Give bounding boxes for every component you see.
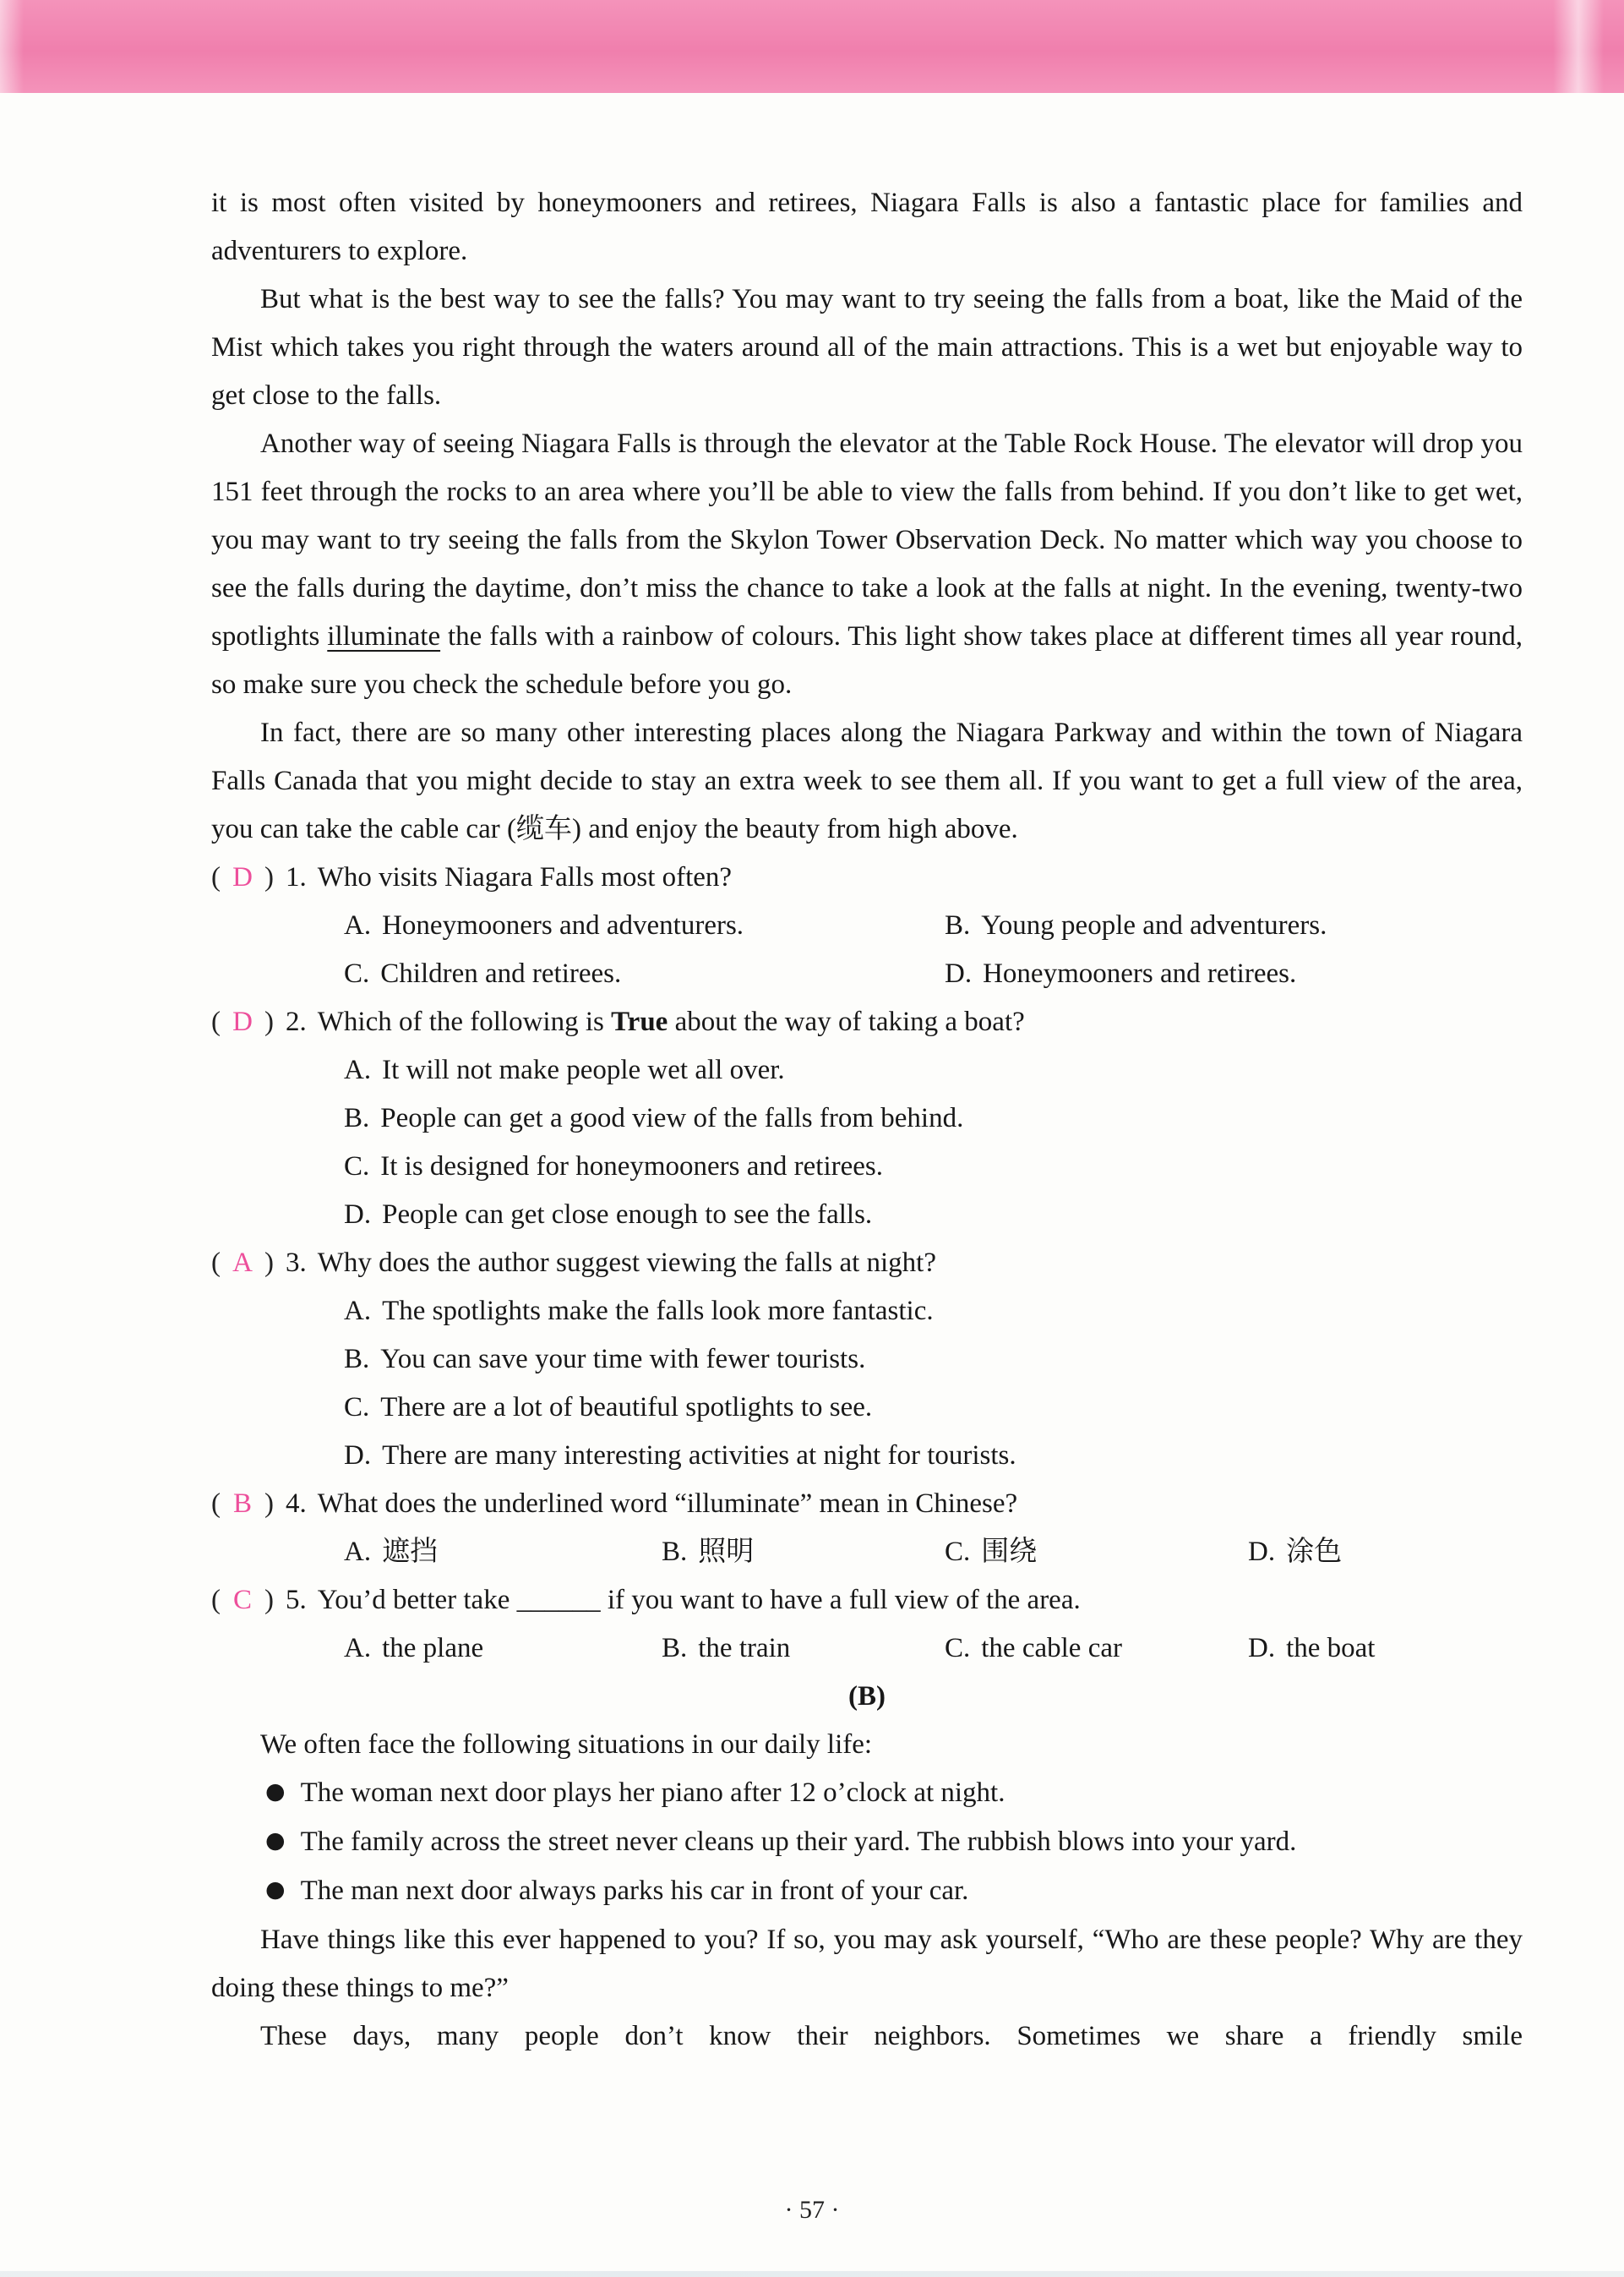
bullet-item-3 (265, 1867, 1523, 1916)
option-text: 涂色 (1286, 1537, 1343, 1567)
question-5-options (344, 1624, 1523, 1673)
paragraph-text: Another way of seeing Niagara Falls is through the elevator at the Table Rock House. The elevator will drop you 151 feet through the rocks to an area where you’ll be able to view the falls from behind. If you don’t like to get wet, you may want to try seeing the falls from the Skylon Tower Observation Deck. No matter which way you choose to see the falls during the daytime, don’t miss the chance to take a look at the falls at night. In the evening, twenty-two spotlights (211, 429, 1523, 652)
bullet-item-2 (265, 1818, 1523, 1867)
answer-letter: A (232, 1248, 253, 1278)
option-label: A. (344, 1537, 372, 1567)
question-4 (211, 1480, 1523, 1576)
question-3-options (344, 1287, 1523, 1480)
question-line (211, 1576, 1523, 1624)
question-stem (318, 1007, 1025, 1037)
section-b-paragraph-1: Have things like this ever happened to you? If so, you may ask yourself, “Who are these people? Why are they doing these things to me?” (211, 1925, 1523, 2003)
close-paren: ) (264, 1248, 274, 1278)
option-b (662, 1528, 945, 1576)
open-paren: ( (211, 1007, 221, 1037)
option-b (662, 1624, 945, 1673)
section-b-heading: (B) (848, 1681, 886, 1712)
option-a (344, 1528, 662, 1576)
bullet-text: The family across the street never cleans up their yard. The rubbish blows into your yard. (300, 1827, 1297, 1857)
option-label: C. (344, 1151, 370, 1182)
option-a (344, 1624, 662, 1673)
question-stem: You’d better take ______ if you want to have a full view of the area. (317, 1585, 1081, 1615)
option-text: You can save your time with fewer tourists. (380, 1344, 866, 1374)
answer-mark (211, 1488, 274, 1519)
option-text: It will not make people wet all over. (382, 1055, 785, 1085)
stem-bold-word: True (611, 1007, 668, 1037)
option-label: C. (344, 958, 370, 989)
open-paren: ( (211, 1488, 221, 1519)
bullet-icon: ● (265, 1827, 286, 1854)
page-number: · 57 · (784, 2196, 840, 2224)
option-text: 遮挡 (382, 1537, 439, 1567)
scan-bottom-edge (0, 2271, 1624, 2277)
option-c (344, 1143, 1523, 1191)
question-stem: Why does the author suggest viewing the falls at night? (317, 1248, 937, 1278)
question-4-options (344, 1528, 1523, 1576)
bullet-text: The man next door always parks his car in front of your car. (300, 1876, 969, 1906)
open-paren: ( (211, 1248, 221, 1278)
close-paren: ) (264, 1007, 274, 1037)
option-d (344, 1432, 1523, 1480)
close-paren: ) (264, 1585, 274, 1615)
option-label: D. (344, 1199, 372, 1230)
option-a (344, 1046, 1523, 1095)
passage-a-paragraph-1: it is most often visited by honeymooners and retirees, Niagara Falls is also a fantastic place for families and adventurers to explore. (211, 188, 1523, 266)
option-d (1248, 1624, 1523, 1673)
option-text: There are a lot of beautiful spotlights to see. (380, 1392, 873, 1422)
option-text: The spotlights make the falls look more fantastic. (382, 1296, 934, 1326)
paragraph-text: the falls with a rainbow of colours. This light show takes place at different times all year round, so make sure you check the schedule before you go. (211, 621, 1523, 700)
answer-letter: C (232, 1585, 252, 1615)
option-label: B. (662, 1537, 688, 1567)
question-2 (211, 998, 1523, 1239)
option-label: C. (945, 1633, 971, 1663)
answer-letter: D (232, 1007, 253, 1037)
option-text: There are many interesting activities at night for tourists. (382, 1440, 1016, 1471)
section-b-intro: We often face the following situations in our daily life: (260, 1729, 873, 1760)
option-c (945, 1528, 1248, 1576)
bullet-icon: ● (265, 1876, 286, 1903)
option-text: Honeymooners and adventurers. (382, 910, 744, 941)
option-d (344, 1191, 1523, 1239)
option-text: the cable car (981, 1633, 1122, 1663)
question-line (211, 1239, 1523, 1287)
passage-a-paragraph-2: But what is the best way to see the falls? You may want to try seeing the falls from a boat, like the Maid of the Mist which takes you right through the waters around all of the main attractions. This is a wet but enjoyable way to get close to the falls. (211, 284, 1523, 411)
close-paren: ) (264, 1488, 274, 1519)
option-label: A. (344, 1296, 372, 1326)
question-stem: What does the underlined word “illuminate” mean in Chinese? (317, 1488, 1018, 1519)
option-text: It is designed for honeymooners and retirees. (380, 1151, 884, 1182)
option-label: A. (344, 910, 372, 941)
question-number: 2. (286, 1007, 307, 1037)
option-label: D. (945, 958, 973, 989)
bullet-icon: ● (265, 1778, 286, 1805)
option-label: B. (344, 1344, 370, 1374)
stem-text: Which of the following is (317, 1007, 612, 1037)
option-d (1248, 1528, 1523, 1576)
option-label: B. (945, 910, 971, 941)
question-number: 5. (286, 1585, 307, 1615)
option-label: D. (1248, 1537, 1276, 1567)
option-a (344, 1287, 1523, 1335)
option-label: C. (344, 1392, 370, 1422)
page-content (211, 179, 1523, 2061)
option-b (344, 1095, 1523, 1143)
option-text: Young people and adventurers. (981, 910, 1327, 941)
option-text: People can get a good view of the falls from behind. (380, 1103, 964, 1133)
option-text: Honeymooners and retirees. (983, 958, 1297, 989)
option-c (344, 950, 945, 998)
option-text: Children and retirees. (380, 958, 622, 989)
answer-mark (211, 862, 274, 893)
open-paren: ( (211, 862, 221, 893)
option-c (945, 1624, 1248, 1673)
option-text: the plane (382, 1633, 484, 1663)
bullet-text: The woman next door plays her piano after 12 o’clock at night. (300, 1777, 1005, 1808)
option-b (344, 1335, 1523, 1384)
question-stem: Who visits Niagara Falls most often? (317, 862, 733, 893)
question-1 (211, 854, 1523, 998)
option-label: C. (945, 1537, 971, 1567)
question-line (211, 1480, 1523, 1528)
passage-a-paragraph-4: In fact, there are so many other interesting places along the Niagara Parkway and within the town of Niagara Falls Canada that you might decide to stay an extra week to see them all. If you want to get a full view of the area, you can take the cable car (缆车) and enjoy the beauty from high above. (211, 718, 1523, 844)
bullet-item-1 (265, 1769, 1523, 1818)
question-line (211, 998, 1523, 1046)
option-label: D. (344, 1440, 372, 1471)
answer-letter: D (232, 862, 253, 893)
passage-a-paragraph-3 (211, 420, 1523, 709)
option-text: 围绕 (981, 1537, 1038, 1567)
option-label: B. (344, 1103, 370, 1133)
question-1-options (344, 902, 1523, 998)
question-number: 4. (286, 1488, 307, 1519)
section-b-paragraph-2: These days, many people don’t know their neighbors. Sometimes we share a friendly smile (260, 2021, 1523, 2051)
option-b (945, 902, 1523, 950)
answer-mark (211, 1007, 274, 1037)
question-2-options (344, 1046, 1523, 1239)
option-a (344, 902, 945, 950)
answer-mark (211, 1248, 274, 1278)
option-text: the train (698, 1633, 791, 1663)
option-text: the boat (1286, 1633, 1376, 1663)
option-label: B. (662, 1633, 688, 1663)
open-paren: ( (211, 1585, 221, 1615)
option-label: A. (344, 1633, 372, 1663)
option-label: D. (1248, 1633, 1276, 1663)
answer-letter: B (232, 1488, 252, 1519)
question-number: 3. (286, 1248, 307, 1278)
option-c (344, 1384, 1523, 1432)
page-header-band (0, 0, 1624, 93)
question-5 (211, 1576, 1523, 1673)
option-label: A. (344, 1055, 372, 1085)
option-text: People can get close enough to see the falls. (382, 1199, 873, 1230)
stem-text: about the way of taking a boat? (668, 1007, 1025, 1037)
question-number: 1. (286, 862, 307, 893)
option-d (945, 950, 1523, 998)
close-paren: ) (264, 862, 274, 893)
answer-mark (211, 1585, 274, 1615)
underlined-word: illuminate (327, 621, 441, 652)
question-3 (211, 1239, 1523, 1480)
option-text: 照明 (698, 1537, 755, 1567)
question-line (211, 854, 1523, 902)
